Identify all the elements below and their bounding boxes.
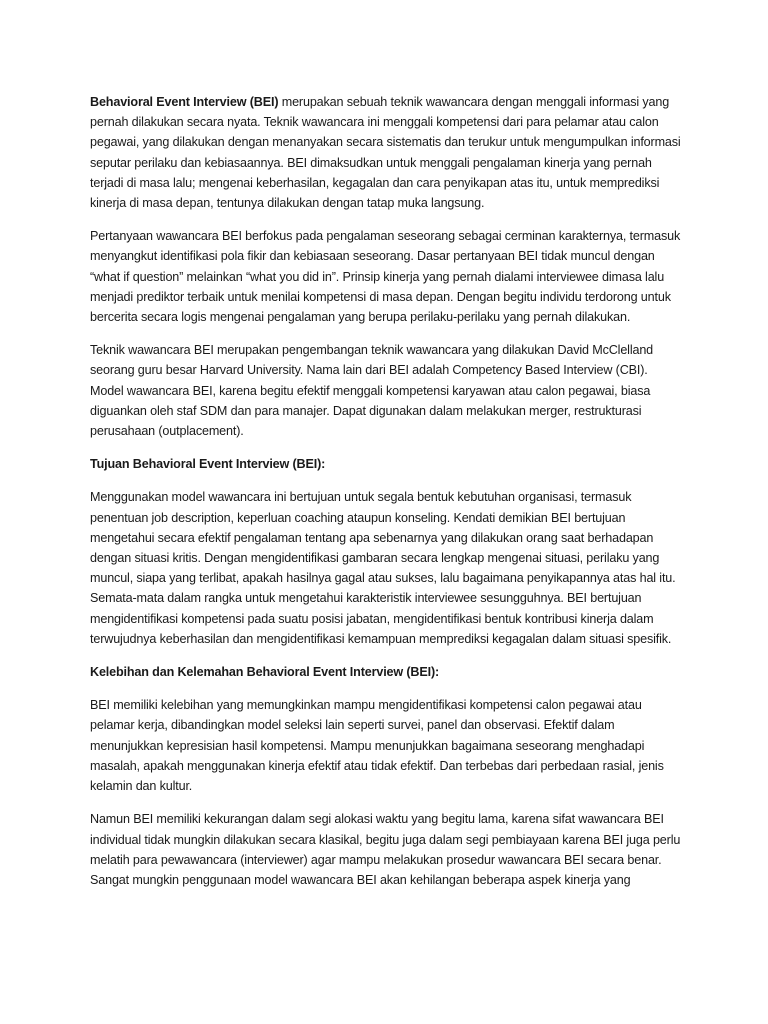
paragraph-origin: Teknik wawancara BEI merupakan pengembangan teknik wawancara yang dilakukan David McClelland seorang guru besar Harvard University. Nama lain dari BEI adalah Competency Based Interview (CBI). Model wawancara BEI, karena begitu efektif menggali kompetensi karyawan atau calon pegawai, biasa diguankan oleh staf SDM dan para manajer. Dapat digunakan dalam melakukan merger, restrukturasi perusahaan (outplacement). — [90, 343, 654, 439]
paragraph-intro — [90, 92, 682, 213]
paragraph-purpose: Menggunakan model wawancara ini bertujuan untuk segala bentuk kebutuhan organisasi, termasuk penentuan job description, keperluan coaching ataupun konseling. Kendati demikian BEI bertujuan mengetahui secara efektif pengalaman tentang apa sebenarnya yang dilakukan orang saat berhadapan dengan situasi kritis. Dengan mengidentifikasi gambaran secara lengkap mengenai situasi, perilaku yang muncul, siapa yang terlibat, apakah hasilnya gagal atau sukses, lalu bagaimana penyikapannya atas hal itu. Semata-mata dalam rangka untuk mengetahui karakteristik interviewee sesungguhnya. BEI bertujuan mengidentifikasi kompetensi pada suatu posisi jabatan, mengidentifikasi bentuk kontribusi kinerja dalam terwujudnya keberhasilan dan mengidentifikasi kemampuan memprediksi kegagalan dalam situasi spesifik. — [90, 490, 676, 646]
intro-lead-term: Behavioral Event Interview (BEI) — [90, 95, 279, 109]
paragraph-disadvantages: Namun BEI memiliki kekurangan dalam segi alokasi waktu yang begitu lama, karena sifat wawancara BEI individual tidak mungkin dilakukan secara klasikal, begitu juga dalam segi pembiayaan karena BEI juga perlu melatih para pewawancara (interviewer) agar mampu melakukan prosedur wawancara BEI secara benar. Sangat mungkin penggunaan model wawancara BEI akan kehilangan beberapa aspek kinerja yang — [90, 812, 681, 887]
intro-text: merupakan sebuah teknik wawancara dengan menggali informasi yang pernah dilakukan secara nyata. Teknik wawancara ini menggali kompetensi dari para pelamar atau calon pegawai, yang dilakukan dengan menanyakan secara sistematis dan terukur untuk mengumpulkan informasi seputar perilaku dan kebiasaannya. BEI dimaksudkan untuk menggali pengalaman kinerja yang pernah terjadi di masa lalu; mengenai keberhasilan, kegagalan dan cara penyikapan atas itu, untuk memprediksi kinerja di masa depan, tentunya dilakukan dengan tatap muka langsung. — [90, 95, 681, 211]
paragraph-question-focus: Pertanyaan wawancara BEI berfokus pada pengalaman seseorang sebagai cerminan karakternya, termasuk menyangkut identifikasi pola fikir dan kebiasaan seseorang. Dasar pertanyaan BEI tidak muncul dengan “what if question” melainkan “what you did in”. Prinsip kinerja yang pernah dialami interviewee dimasa lalu menjadi prediktor terbaik untuk menilai kompetensi di masa depan. Dengan begitu individu terdorong untuk bercerita secara logis mengenai pengalaman yang berupa perilaku-perilaku yang pernah dilakukan. — [90, 229, 681, 325]
paragraph-advantages: BEI memiliki kelebihan yang memungkinkan mampu mengidentifikasi kompetensi calon pegawai atau pelamar kerja, dibandingkan model seleksi lain seperti survei, panel dan observasi. Efektif dalam menunjukkan kepresisian hasil kompetensi. Mampu menunjukkan bagaimana seseorang menghadapi masalah, apakah menggunakan kinerja efektif atau tidak efektif. Dan terbebas dari perbedaan rasial, jenis kelamin dan kultur. — [90, 698, 664, 794]
document-page — [90, 92, 682, 903]
section-heading-pros-cons: Kelebihan dan Kelemahan Behavioral Event Interview (BEI): — [90, 665, 440, 680]
section-heading-purpose: Tujuan Behavioral Event Interview (BEI): — [90, 457, 326, 472]
